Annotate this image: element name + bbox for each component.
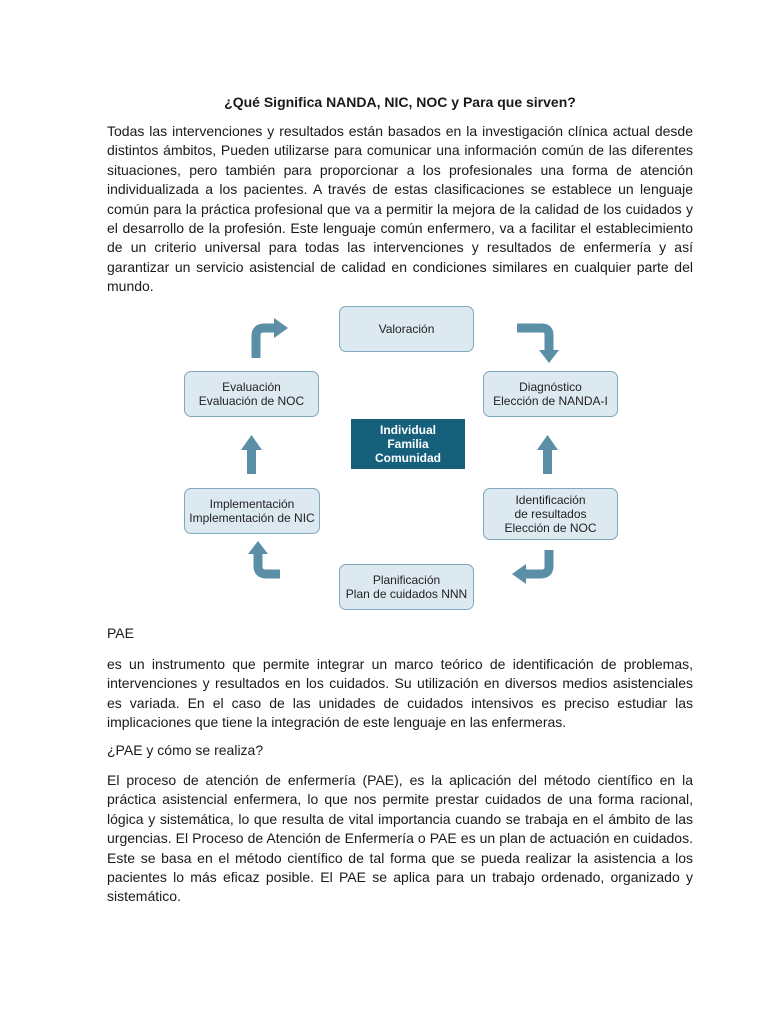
box-diagnostico (483, 371, 618, 417)
document-title: ¿Qué Significa NANDA, NIC, NOC y Para que sirven? (224, 94, 576, 110)
arrow-shaft-right-mid (543, 448, 552, 474)
evaluacion-line-1: Evaluación (222, 380, 281, 394)
arrow-identificacion-to-planificacion (526, 550, 549, 574)
center-line-3: Comunidad (375, 451, 441, 465)
arrow-implementacion-loop (258, 554, 280, 574)
box-evaluacion (184, 371, 319, 417)
diagnostico-line-2: Elección de NANDA-I (493, 394, 608, 408)
arrow-shaft-left-mid (247, 448, 256, 474)
center-line-2: Familia (387, 437, 429, 451)
arrowhead-top-right (539, 350, 559, 363)
pae-paragraph: es un instrumento que permite integrar un marco teórico de identificación de problemas, intervenciones y resultados en los cuidados. Su utilización en diversos medios asistenciales es variada. En el caso de las unidades de cuidados intensivos es preciso estudiar las implicaciones que tiene la integración de este lenguaje en las enfermeras. (107, 656, 693, 731)
identificacion-line-1: Identificación (515, 493, 586, 507)
center-box (351, 419, 465, 469)
center-line-1: Individual (379, 423, 436, 437)
arrow-valoracion-to-diagnostico (517, 328, 549, 350)
pae-question: ¿PAE y cómo se realiza? (107, 742, 264, 758)
arrowhead-right-mid (537, 435, 558, 450)
identificacion-line-3: Elección de NOC (504, 521, 597, 535)
identificacion-line-2: de resultados (514, 507, 587, 521)
box-identificacion (483, 488, 618, 540)
box-planificacion (339, 564, 474, 610)
implementacion-line-1: Implementación (209, 497, 295, 511)
diagnostico-line-1: Diagnóstico (519, 380, 582, 394)
box-implementacion (184, 488, 320, 534)
planificacion-line-2: Plan de cuidados NNN (345, 587, 468, 601)
planificacion-line-1: Planificación (372, 573, 441, 587)
intro-paragraph: Todas las intervenciones y resultados están basados en la investigación clínica actual desde distintos ámbitos, Pueden utilizarse para comunicar una información común de las diferentes situaciones, pero también para proporcionar a los profesionales una forma de atención individualizada a los pacientes. A través de estas clasificaciones se establece un lenguaje común para la práctica profesional que va a permitir la mejora de la calidad de los cuidados y el desarrollo de la profesión. Este lenguaje común enfermero, va a facilitar el establecimiento de un criterio universal para todas las intervenciones y resultados de enfermería y así garantizar un servicio asistencial de calidad en condiciones similares en cualquier parte del mundo. (107, 123, 693, 295)
nursing-process-diagram (170, 300, 630, 618)
pae-heading: PAE (107, 625, 134, 641)
implementacion-line-2: Implementación de NIC (189, 511, 315, 525)
arrowhead-left-mid (241, 435, 262, 450)
box-valoracion (339, 306, 474, 352)
arrowhead-top-left (274, 318, 288, 338)
arrowhead-bottom-right (512, 564, 526, 584)
arrow-eval-to-valoracion (256, 328, 274, 358)
evaluacion-line-2: Evaluación de NOC (198, 394, 305, 408)
process-paragraph: El proceso de atención de enfermería (PAE), es la aplicación del método científico en la práctica asistencial enfermera, lo que nos permite prestar cuidados de una forma racional, lógica y sistemática, lo que resulta de vital importancia cuando se trabaja en el ámbito de las urgencias. El Proceso de Atención de Enfermería o PAE es un plan de actuación en cuidados. Este se basa en el método científico de tal forma que se pueda realizar la asistencia a los pacientes lo más eficaz posible. El PAE se aplica para un trabajo ordenado, organizado y sistemático. (107, 772, 693, 905)
valoracion-label: Valoración (378, 322, 435, 336)
arrowhead-bottom-left (248, 541, 268, 554)
